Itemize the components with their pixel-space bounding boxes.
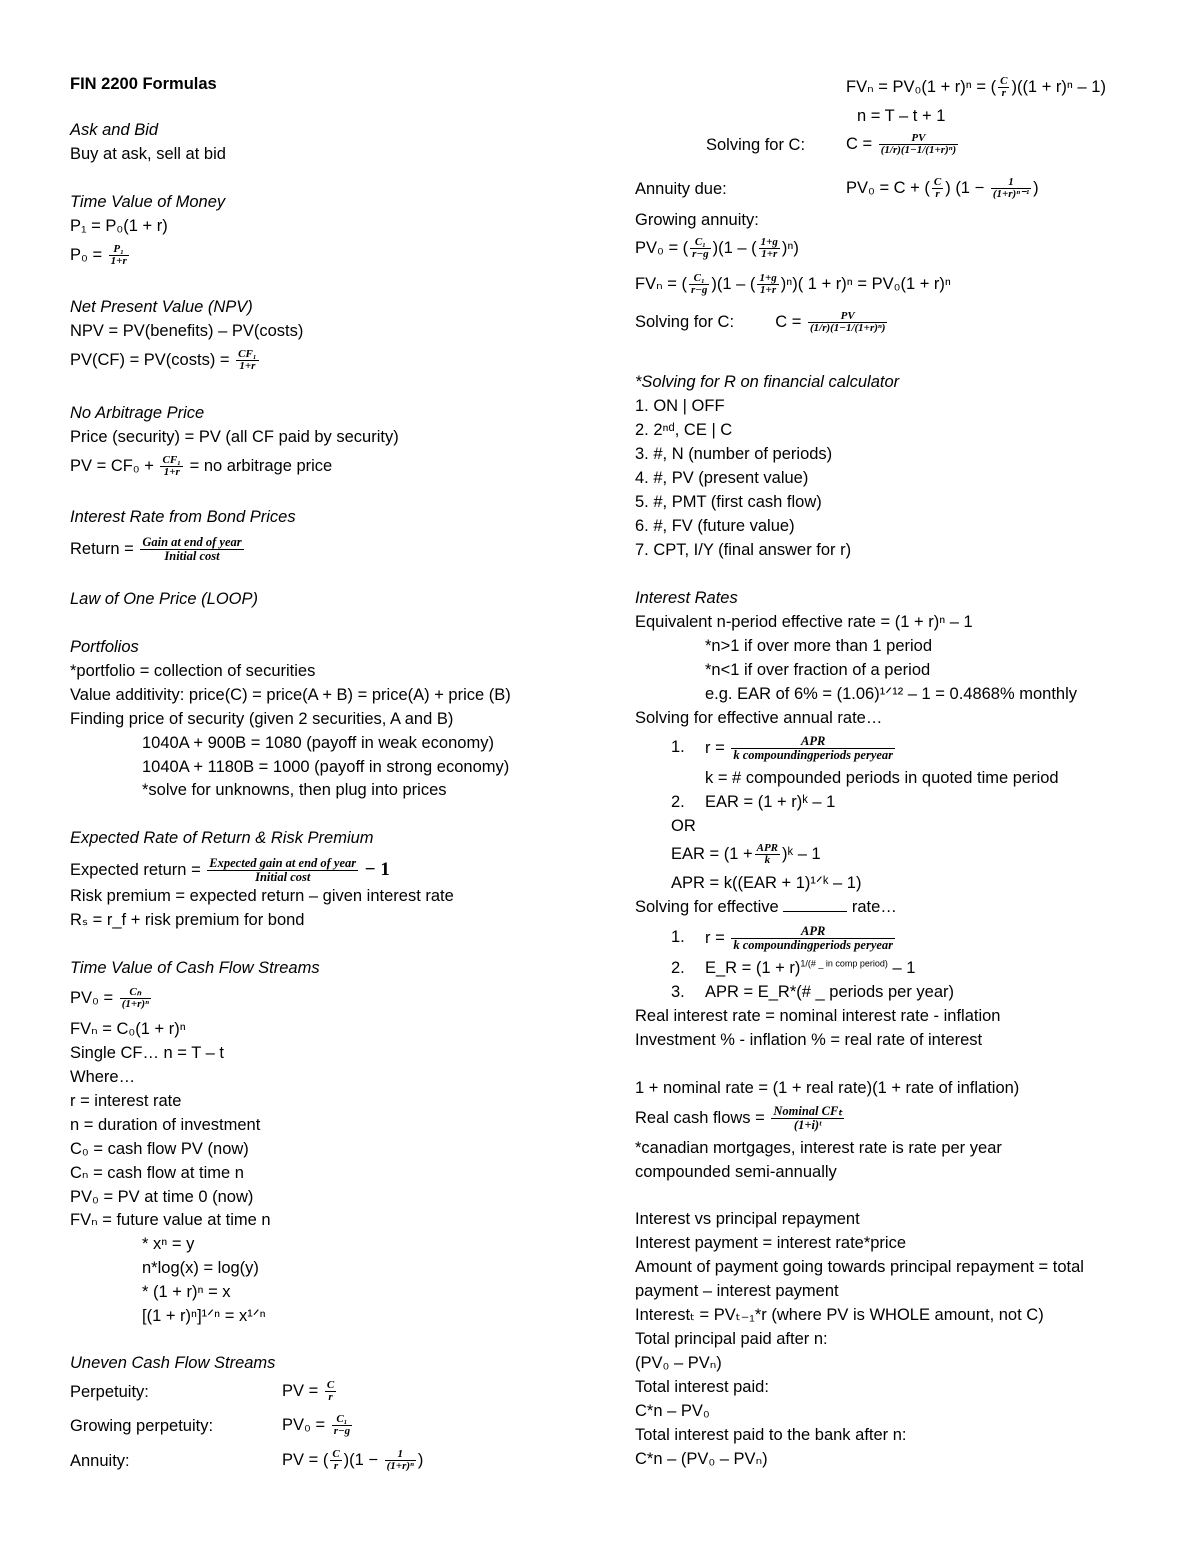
fraction-denominator: Initial cost [164,549,220,563]
ir-item3-number: 3. [671,983,685,1001]
tvcfs-pv0: PV₀ = PV at time 0 (now) [70,1188,254,1206]
fraction-denominator: 1+r [761,248,778,260]
loop-heading: Law of One Price (LOOP) [70,590,258,608]
portfolios-l3: Finding price of security (given 2 securities, A and B) [70,710,454,728]
tvm-p0-lhs: P₀ = [70,245,103,264]
fvn-end: )((1 + r)ⁿ – 1) [1011,77,1106,96]
irbp-fraction [140,536,243,563]
annuity-lhs: PV = ( [282,1450,329,1469]
fvn-annuity [846,76,1106,99]
tvcfs-fvn: FVₙ = future value at time n [70,1211,271,1229]
ir-item1b-number: 1. [671,928,685,946]
ir-fisher: 1 + nominal rate = (1 + real rate)(1 + rate of inflation) [635,1079,1020,1097]
fraction-denominator: 1+r [110,255,127,267]
ivp-l5: Total principal paid after n: [635,1330,828,1348]
growing-annuity-fv [635,273,951,296]
irbp-return [70,536,246,563]
growing-g-fraction [759,237,780,260]
calc-step-1: 1. ON | OFF [635,397,725,415]
ivp-heading: Interest vs principal repayment [635,1210,860,1228]
ir-real1: Real interest rate = nominal interest rate - inflation [635,1007,1001,1025]
growing-fv-mid: )(1 – ( [711,274,756,293]
ir-item2-number: 2. [671,793,685,811]
annuity-due-fraction [991,177,1031,200]
npv-fraction [236,349,259,372]
fraction-denominator: 1+r [760,284,777,296]
fraction-denominator: (1+r)ⁿ⁻¹ [992,188,1030,200]
calc-step-6: 6. #, FV (future value) [635,517,795,535]
growing-annuity-label: Growing annuity: [635,211,759,229]
tvm-heading: Time Value of Money [70,193,226,211]
ir-or: OR [671,817,696,835]
fraction-numerator: Nominal CFₜ [773,1104,843,1118]
npv-heading: Net Present Value (NPV) [70,298,253,316]
fraction-numerator: C₁ [689,273,709,285]
fraction-numerator: 1+g [759,272,777,284]
tvcfs-x2: n*log(x) = log(y) [142,1259,259,1277]
growing-annuity-pv [635,237,799,260]
uneven-heading: Uneven Cash Flow Streams [70,1354,276,1372]
ir-solve-effective-b: rate… [851,898,897,916]
perpetuity-lhs: PV = [282,1381,319,1400]
portfolios-l2: Value additivity: price(C) = price(A + B) = price(A) + price (B) [70,686,511,704]
fraction-denominator: k compoundingperiods peryear [733,938,894,952]
solve-c-formula [846,133,960,156]
annuity-due-end: ) [1033,178,1039,197]
fraction-denominator: (1+r)ⁿ [386,1460,414,1472]
ir-ear1: EAR = (1 + r)ᵏ – 1 [705,793,836,811]
ivp-l8: C*n – PV₀ [635,1402,710,1420]
growing-solve-c [635,311,889,334]
growing-solve-lhs: C = [775,312,802,331]
nap-line2-rhs: = no arbitrage price [189,456,333,475]
fraction-numerator: Cₙ [120,987,151,999]
ir-r-lhs: r = [705,928,725,947]
fraction-numerator: Expected gain at end of year [209,856,357,870]
fraction-numerator: C₁ [690,237,710,249]
fraction-numerator: 1 [385,1449,416,1461]
tvcfs-pv-fraction [120,987,151,1010]
solve-c-label: Solving for C: [706,136,806,154]
ir-er-exponent: 1/(# _ in comp period) [800,958,888,969]
ivp-l6: (PV₀ – PVₙ) [635,1354,722,1372]
growing-fv-g-fraction [757,273,778,296]
annuity-due-formula [846,177,1039,200]
fraction-denominator: (1/r)(1−1/(1+r)ⁿ) [880,144,957,156]
fraction-denominator: (1+i)ᵗ [793,1118,822,1132]
annuity-mid: )(1 − [343,1450,379,1469]
err-heading: Expected Rate of Return & Risk Premium [70,829,374,847]
calc-step-4: 4. #, PV (present value) [635,469,809,487]
ir-cm2: compounded semi-annually [635,1163,837,1181]
blank-line [783,897,847,912]
tvcfs-where: Where… [70,1068,136,1086]
tvcfs-pv-lhs: PV₀ = [70,988,114,1007]
calc-step-7: 7. CPT, I/Y (final answer for r) [635,541,852,559]
ir-r-formula [705,735,897,762]
fraction-numerator: C [933,176,942,188]
ir-apr-k: APR = k((EAR + 1)¹ᐟᵏ – 1) [671,874,862,892]
fraction-denominator: r−g [333,1425,351,1437]
err-rhs: − 1 [364,858,390,880]
calc-step-3: 3. #, N (number of periods) [635,445,833,463]
growing-perpetuity-fraction [332,1414,352,1437]
ir-l5: Solving for effective annual rate… [635,709,883,727]
ir-real2: Investment % - inflation % = real rate of interest [635,1031,983,1049]
solve-c-lhs: C = [846,134,873,153]
fraction-numerator: APR [731,925,895,939]
annuity-due-mid: ) (1 − [945,178,985,197]
npv-line2 [70,349,261,372]
tvcfs-x3: * (1 + r)ⁿ = x [142,1283,231,1301]
calc-heading: *Solving for R on financial calculator [635,373,900,391]
npv-line1: NPV = PV(benefits) – PV(costs) [70,322,304,340]
ir-cm1: *canadian mortgages, interest rate is rate per year [635,1139,1002,1157]
fraction-denominator: 1+r [163,466,180,478]
fraction-denominator: k [764,854,771,866]
tvm-p0-fraction [109,244,129,267]
ir-solve-effective-a: Solving for effective [635,898,779,916]
nap-fraction [160,455,183,478]
ir-k-def: k = # compounded periods in quoted time period [705,769,1059,787]
growing-pv-mid: )(1 – ( [712,238,757,257]
perpetuity-fraction [325,1380,336,1403]
ir-ear2 [671,843,821,866]
fraction-numerator: C [332,1448,340,1460]
tvcfs-cn: Cₙ = cash flow at time n [70,1164,244,1182]
fraction-denominator: r [328,1391,333,1403]
growing-c1-fraction [690,237,710,260]
fraction-numerator: 1 [991,177,1031,189]
ir-rcf-lhs: Real cash flows = [635,1108,765,1127]
ir-ear2-lhs: EAR = (1 + [671,844,753,863]
err-lhs: Expected return = [70,860,201,879]
fraction-numerator: PV [879,133,958,145]
ir-r-formula-2 [705,925,897,952]
annuity-due-lhs: PV₀ = C + ( [846,178,930,197]
growing-fv-lhs: FVₙ = ( [635,274,687,293]
err-fraction [207,857,358,884]
fvn-c-over-r [998,76,1009,99]
ir-r-lhs: r = [705,738,725,757]
tvm-p0 [70,244,131,267]
ir-ear2-end: )ᵏ – 1 [782,844,821,863]
nap-line2-lhs: PV = CF₀ + [70,456,154,475]
annuity-label: Annuity: [70,1452,130,1470]
n-equation: n = T – t + 1 [857,107,946,125]
growing-perpetuity-formula [282,1414,354,1437]
ir-apr-er: APR = E_R*(# _ periods per year) [705,983,954,1001]
ir-r-fraction [731,925,895,952]
ivp-l10: C*n – (PV₀ – PVₙ) [635,1450,768,1468]
ir-er [705,958,915,978]
ir-er-base: E_R = (1 + r) [705,959,801,977]
growing-perpetuity-label: Growing perpetuity: [70,1417,214,1435]
nap-line1: Price (security) = PV (all CF paid by security) [70,428,399,446]
ir-item1-number: 1. [671,738,685,756]
ir-r-fraction [731,735,895,762]
ir-item2b-number: 2. [671,959,685,977]
growing-solve-fraction [808,311,887,334]
ir-real-cash-flows [635,1105,846,1132]
tvcfs-x4: [(1 + r)ⁿ]¹ᐟⁿ = x¹ᐟⁿ [142,1307,266,1325]
ivp-l3: payment – interest payment [635,1282,839,1300]
npv-line2-lhs: PV(CF) = PV(costs) = [70,350,230,369]
fraction-numerator: C [1000,75,1008,87]
fvn-lhs: FVₙ = PV₀(1 + r)ⁿ = ( [846,77,997,96]
annuity-due-c-over-r [932,177,943,200]
growing-perpetuity-lhs: PV₀ = [282,1415,326,1434]
ir-l4: e.g. EAR of 6% = (1.06)¹ᐟ¹² – 1 = 0.4868% monthly [705,685,1078,703]
ir-heading: Interest Rates [635,589,738,607]
nap-heading: No Arbitrage Price [70,404,205,422]
err-l3: Rₛ = r_f + risk premium for bond [70,911,305,929]
tvcfs-heading: Time Value of Cash Flow Streams [70,959,320,977]
annuity-due-label: Annuity due: [635,180,727,198]
irbp-heading: Interest Rate from Bond Prices [70,508,296,526]
ivp-l7: Total interest paid: [635,1378,769,1396]
fraction-numerator: 1+g [760,236,778,248]
solve-c-fraction [879,133,958,156]
annuity-fraction [385,1449,416,1472]
ir-solve-effective [635,897,897,917]
portfolios-l1: *portfolio = collection of securities [70,662,316,680]
page-title: FIN 2200 Formulas [70,75,217,93]
nap-line2 [70,455,332,478]
annuity-end: ) [417,1450,424,1469]
fraction-numerator: APR [756,842,779,854]
fraction-numerator: CF₁ [238,348,257,360]
fraction-denominator: (1/r)(1−1/(1+r)ⁿ) [809,322,886,334]
growing-fv-end: )ⁿ)( 1 + r)ⁿ = PV₀(1 + r)ⁿ [780,274,951,293]
fraction-denominator: 1+r [239,360,256,372]
growing-pv-end: )ⁿ) [781,238,799,257]
fraction-denominator: k compoundingperiods peryear [733,748,894,762]
calc-step-2: 2. 2ⁿᵈ, CE | C [635,421,733,439]
err-expected-return [70,857,390,884]
fraction-numerator: Gain at end of year [142,535,242,549]
tvcfs-r: r = interest rate [70,1092,182,1110]
fraction-numerator: C₁ [332,1414,352,1426]
fraction-numerator: C [326,1379,335,1391]
growing-fv-c1-fraction [689,273,709,296]
ask-bid-heading: Ask and Bid [70,121,159,139]
ivp-l9: Total interest paid to the bank after n: [635,1426,907,1444]
portfolios-l4: 1040A + 900B = 1080 (payoff in weak economy) [142,734,494,752]
ir-l3: *n<1 if over fraction of a period [705,661,931,679]
perpetuity-formula [282,1380,338,1403]
tvcfs-c0: C₀ = cash flow PV (now) [70,1140,249,1158]
tvcfs-x1: * xⁿ = y [142,1235,195,1253]
fraction-numerator: P₁ [109,244,129,256]
ir-l1: Equivalent n-period effective rate = (1 + r)ⁿ – 1 [635,613,973,631]
fraction-numerator: PV [808,311,887,323]
fraction-numerator: APR [731,735,895,749]
ir-ear2-fraction [755,843,780,866]
tvm-p1: P₁ = P₀(1 + r) [70,217,168,235]
err-l2: Risk premium = expected return – given interest rate [70,887,454,905]
fraction-denominator: (1+r)ⁿ [121,998,149,1010]
fraction-numerator: CF₁ [162,454,181,466]
annuity-c-over-r [330,1449,341,1472]
fraction-denominator: Initial cost [255,870,311,884]
fraction-denominator: r [333,1460,339,1472]
fraction-denominator: r [1001,87,1006,99]
ir-l2: *n>1 if over more than 1 period [705,637,933,655]
growing-solve-label: Solving for C: [635,312,735,331]
irbp-lhs: Return = [70,539,134,558]
annuity-formula [282,1449,423,1472]
portfolios-l5: 1040A + 1180B = 1000 (payoff in strong economy) [142,758,510,776]
calc-step-5: 5. #, PMT (first cash flow) [635,493,822,511]
tvcfs-fv: FVₙ = C₀(1 + r)ⁿ [70,1020,186,1038]
fraction-denominator: r [935,188,940,200]
perpetuity-label: Perpetuity: [70,1383,149,1401]
ask-bid-text: Buy at ask, sell at bid [70,145,226,163]
ivp-l1: Interest payment = interest rate*price [635,1234,907,1252]
ir-rcf-fraction [771,1105,844,1132]
ivp-l2: Amount of payment going towards principal repayment = total [635,1258,1084,1276]
growing-pv-lhs: PV₀ = ( [635,238,689,257]
tvcfs-n: n = duration of investment [70,1116,261,1134]
ivp-l4: Interestₜ = PVₜ₋₁*r (where PV is WHOLE amount, not C) [635,1306,1044,1324]
fraction-denominator: r−g [692,248,709,260]
tvcfs-single: Single CF… n = T – t [70,1044,224,1062]
tvcfs-pv [70,987,153,1010]
fraction-denominator: r−g [690,284,708,296]
ir-er-end: – 1 [892,959,916,977]
portfolios-heading: Portfolios [70,638,139,656]
portfolios-l6: *solve for unknowns, then plug into prices [142,781,447,799]
